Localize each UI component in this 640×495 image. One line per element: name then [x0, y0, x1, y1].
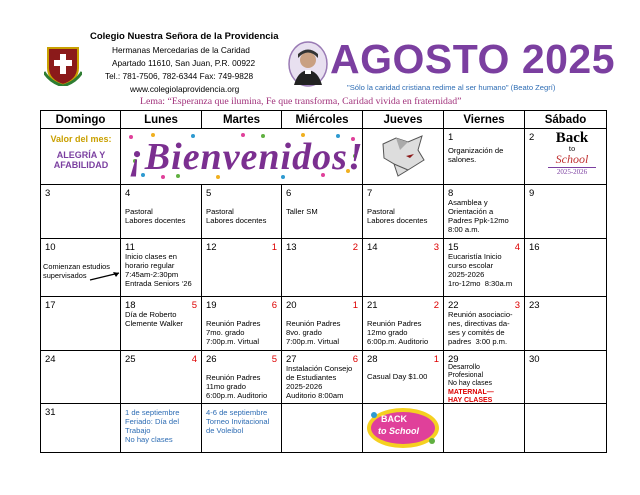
event-text: Eucaristía Inicio curso escolar 2025-2026 1ro-12mo 8:30a.m: [448, 252, 513, 288]
event-text: Reunión Padres 12mo grado 6:00p.m. Auditorio: [367, 319, 429, 346]
day-header-thursday: Jueves: [363, 111, 444, 129]
event-text: Instalación Consejo de Estudiantes 2025-2026 Auditorio 8:00am: [286, 364, 353, 400]
day-cell-7[interactable]: [363, 185, 444, 239]
next-month-cell-sep4[interactable]: [202, 404, 282, 453]
event-text: 4-6 de septiembre Torneo Invitacional de Voleibol: [206, 408, 270, 435]
rotation-day-badge: 6: [271, 300, 277, 311]
day-number: 12: [206, 242, 217, 253]
day-cell-11[interactable]: [121, 239, 202, 297]
event-text: Pastoral Labores docentes: [206, 207, 267, 225]
day-number: 31: [45, 407, 56, 418]
day-cell-10[interactable]: [41, 239, 121, 297]
day-cell-22[interactable]: [444, 297, 525, 351]
day-cell-23[interactable]: [525, 297, 607, 351]
event-text: Desarrollo Profesional No hay clases: [448, 364, 492, 388]
day-number: 8: [448, 188, 454, 199]
day-cell-4[interactable]: [121, 185, 202, 239]
day-cell-8[interactable]: [444, 185, 525, 239]
day-cell-12[interactable]: [202, 239, 282, 297]
day-number: 18: [125, 300, 136, 311]
rotation-day-badge: 4: [191, 354, 197, 365]
rotation-day-badge: 3: [433, 242, 439, 253]
event-text: Comienzan estudios supervisados: [43, 262, 110, 280]
school-name: Colegio Nuestra Señora de la Providencia: [90, 31, 279, 42]
header-line-2: Apartado 11610, San Juan, P.R. 00922: [112, 58, 256, 68]
day-header-tuesday: Martes: [202, 111, 282, 129]
day-number: 15: [448, 242, 459, 253]
event-text: 1 de septiembre Feriado: Día del Trabajo No hay clases: [125, 408, 180, 444]
header-line-1: Hermanas Mercedarias de la Caridad: [112, 45, 250, 55]
day-number: 25: [125, 354, 136, 365]
day-cell-5[interactable]: [202, 185, 282, 239]
header-line-3: Tel.: 781-7506, 782-6344 Fax: 749-9828: [105, 71, 254, 81]
event-text: Taller SM: [286, 207, 318, 216]
rotation-day-badge: 2: [352, 242, 358, 253]
day-number: 7: [367, 188, 373, 199]
wolf-mascot-cell: [363, 129, 444, 185]
rotation-day-badge: 2: [433, 300, 439, 311]
event-text: Pastoral Labores docentes: [367, 207, 428, 225]
event-text: Inicio clases en horario regular 7:45am-2:30pm Entrada Seniors ‘26: [125, 252, 192, 288]
wolf-mascot-icon: [378, 134, 428, 179]
day-number: 6: [286, 188, 292, 199]
day-cell-1[interactable]: [444, 129, 525, 185]
event-text: Reunión Padres 8vo. grado 7:00p.m. Virtual: [286, 319, 341, 346]
day-number: 30: [529, 354, 540, 365]
empty-cell: [282, 404, 363, 453]
day-cell-3[interactable]: [41, 185, 121, 239]
day-cell-13[interactable]: [282, 239, 363, 297]
event-text: Casual Day $1.00: [367, 372, 428, 381]
rotation-day-badge: 1: [433, 354, 439, 365]
day-header-friday: Viernes: [444, 111, 525, 129]
day-cell-24[interactable]: [41, 351, 121, 404]
empty-cell: [444, 404, 525, 453]
event-text: Asamblea y Orientación a Padres Ppk-12mo 8:00 a.m.: [448, 198, 509, 234]
day-number: 17: [45, 300, 56, 311]
valor-label: Valor del mes:: [50, 134, 112, 144]
school-motto: Lema: “Esperanza que ilumina, Fe que transforma, Caridad vivida en fraternidad”: [140, 96, 462, 107]
welcome-banner: ¡Bienvenidos!: [129, 136, 364, 178]
day-cell-20[interactable]: [282, 297, 363, 351]
back-to-school-logo: Back to School 2025-2026: [542, 131, 602, 177]
day-number: 14: [367, 242, 378, 253]
event-text-alert: MATERNAL— HAY CLASES: [448, 389, 494, 405]
day-header-monday: Lunes: [121, 111, 202, 129]
calendar-grid: [40, 110, 607, 453]
calendar-title: AGOSTO 2025: [330, 36, 616, 82]
day-cell-27[interactable]: [282, 351, 363, 404]
rotation-day-badge: 5: [271, 354, 277, 365]
event-text: Día de Roberto Clemente Walker: [125, 310, 183, 328]
day-number: 11: [125, 242, 135, 253]
school-crest-logo: [44, 42, 82, 86]
arrow-icon: [89, 270, 123, 282]
welcome-banner-cell: [121, 129, 363, 185]
founder-quote: "Sólo la caridad cristiana redime al ser humano" (Beato Zegrí): [347, 83, 556, 92]
day-number: 10: [45, 242, 56, 253]
event-text: Pastoral Labores docentes: [125, 207, 186, 225]
day-cell-16[interactable]: [525, 239, 607, 297]
day-number: 13: [286, 242, 297, 253]
day-header-wednesday: Miércoles: [282, 111, 363, 129]
day-cell-31[interactable]: [41, 404, 121, 453]
day-cell-17[interactable]: [41, 297, 121, 351]
day-cell-9[interactable]: [525, 185, 607, 239]
rotation-day-badge: 3: [514, 300, 520, 311]
day-number: 5: [206, 188, 212, 199]
day-number: 9: [529, 188, 535, 199]
day-cell-6[interactable]: [282, 185, 363, 239]
day-number: 26: [206, 354, 217, 365]
back-to-school-sticker-cell: [363, 404, 444, 453]
day-cell-25[interactable]: [121, 351, 202, 404]
day-number: 24: [45, 354, 56, 365]
day-number: 29: [448, 354, 459, 365]
day-number: 27: [286, 354, 297, 365]
day-cell-30[interactable]: [525, 351, 607, 404]
day-cell-15[interactable]: [444, 239, 525, 297]
day-cell-21[interactable]: [363, 297, 444, 351]
day-header-sunday: Domingo: [41, 111, 121, 129]
day-cell-26[interactable]: [202, 351, 282, 404]
day-number: 21: [367, 300, 378, 311]
rotation-day-badge: 5: [191, 300, 197, 311]
rotation-day-badge: 1: [271, 242, 277, 253]
rotation-day-badge: 6: [352, 354, 358, 365]
sticker-text-top: BACK: [381, 414, 407, 424]
day-number: 28: [367, 354, 378, 365]
valor-cell: [41, 129, 121, 185]
rotation-day-badge: 1: [352, 300, 358, 311]
day-number: 4: [125, 188, 131, 199]
day-number: 2: [529, 132, 535, 143]
day-number: 23: [529, 300, 540, 311]
event-text: Reunión asociacio- nes, directivas da- ses y comités de padres 3:00 p.m.: [448, 310, 513, 346]
day-cell-2[interactable]: [525, 129, 607, 185]
event-text: Organización de salones.: [448, 146, 504, 164]
valor-value: ALEGRÍA Y AFABILIDAD: [53, 150, 109, 170]
day-number: 3: [45, 188, 51, 199]
day-cell-14[interactable]: [363, 239, 444, 297]
rotation-day-badge: 4: [514, 242, 520, 253]
day-number: 22: [448, 300, 459, 311]
day-number: 16: [529, 242, 540, 253]
event-text: Reunión Padres 7mo. grado 7:00p.m. Virtual: [206, 319, 261, 346]
day-header-saturday: Sábado: [525, 111, 607, 129]
day-cell-29[interactable]: [444, 351, 525, 404]
founder-portrait: [288, 41, 328, 87]
event-text: Reunión Padres 11mo grado 6:00p.m. Auditorio: [206, 373, 268, 400]
day-cell-19[interactable]: [202, 297, 282, 351]
day-number: 19: [206, 300, 217, 311]
day-cell-28[interactable]: [363, 351, 444, 404]
day-cell-18[interactable]: [121, 297, 202, 351]
day-number: 1: [448, 132, 454, 143]
sticker-text-bottom: to School: [378, 426, 419, 436]
header-website[interactable]: www.colegiolaprovidencia.org: [130, 84, 240, 94]
empty-cell: [525, 404, 607, 453]
day-number: 20: [286, 300, 297, 311]
next-month-cell-sep1[interactable]: [121, 404, 202, 453]
